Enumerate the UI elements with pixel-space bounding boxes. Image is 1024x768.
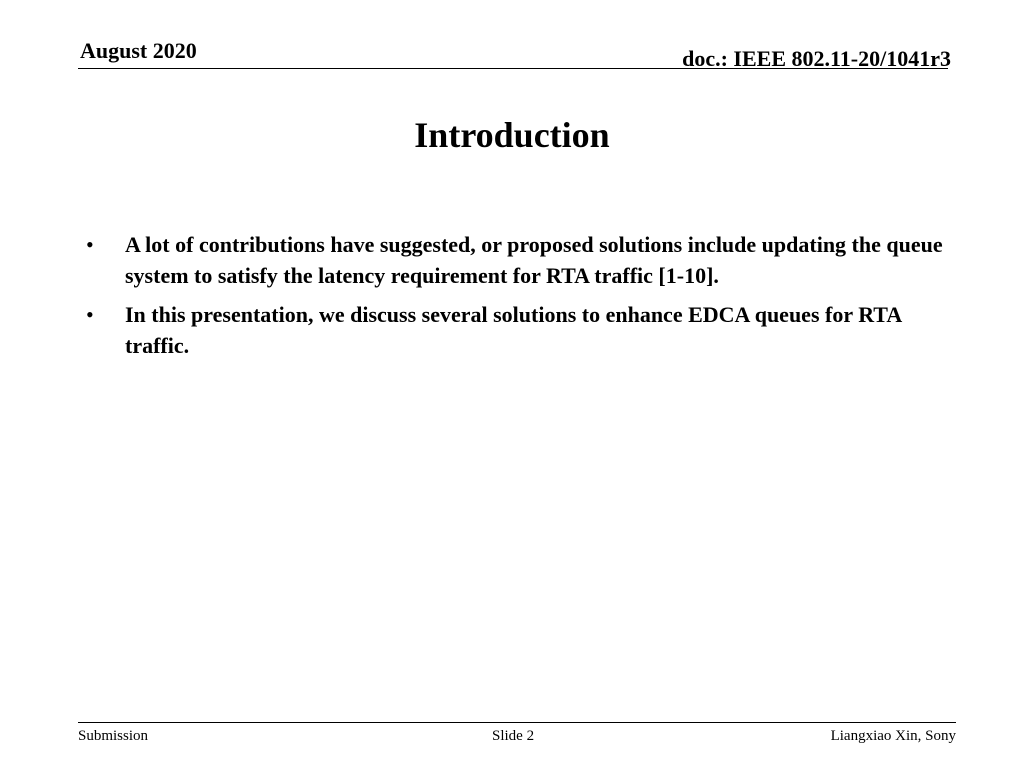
footer-divider [78, 722, 956, 723]
slide-number: Slide 2 [492, 728, 535, 744]
document-id: doc.: IEEE 802.11-20/1041r3 [682, 46, 951, 71]
bullet-text: A lot of contributions have suggested, or proposed solutions include updating the queue system to satisfy the latency requirement for RTA traffic [1-10]. [125, 232, 943, 288]
header-divider [78, 68, 948, 69]
slide-title: Introduction [414, 115, 610, 155]
header-date: August 2020 [80, 38, 197, 63]
bullet-list [82, 229, 952, 369]
footer-submission: Submission [78, 728, 149, 744]
bullet-item [82, 229, 952, 291]
bullet-dot-icon: • [86, 302, 94, 327]
bullet-text: In this presentation, we discuss several solutions to enhance EDCA queues for RTA traffic. [125, 302, 902, 358]
bullet-item [82, 299, 952, 361]
bullet-dot-icon: • [86, 232, 94, 257]
footer-author: Liangxiao Xin, Sony [830, 728, 956, 744]
